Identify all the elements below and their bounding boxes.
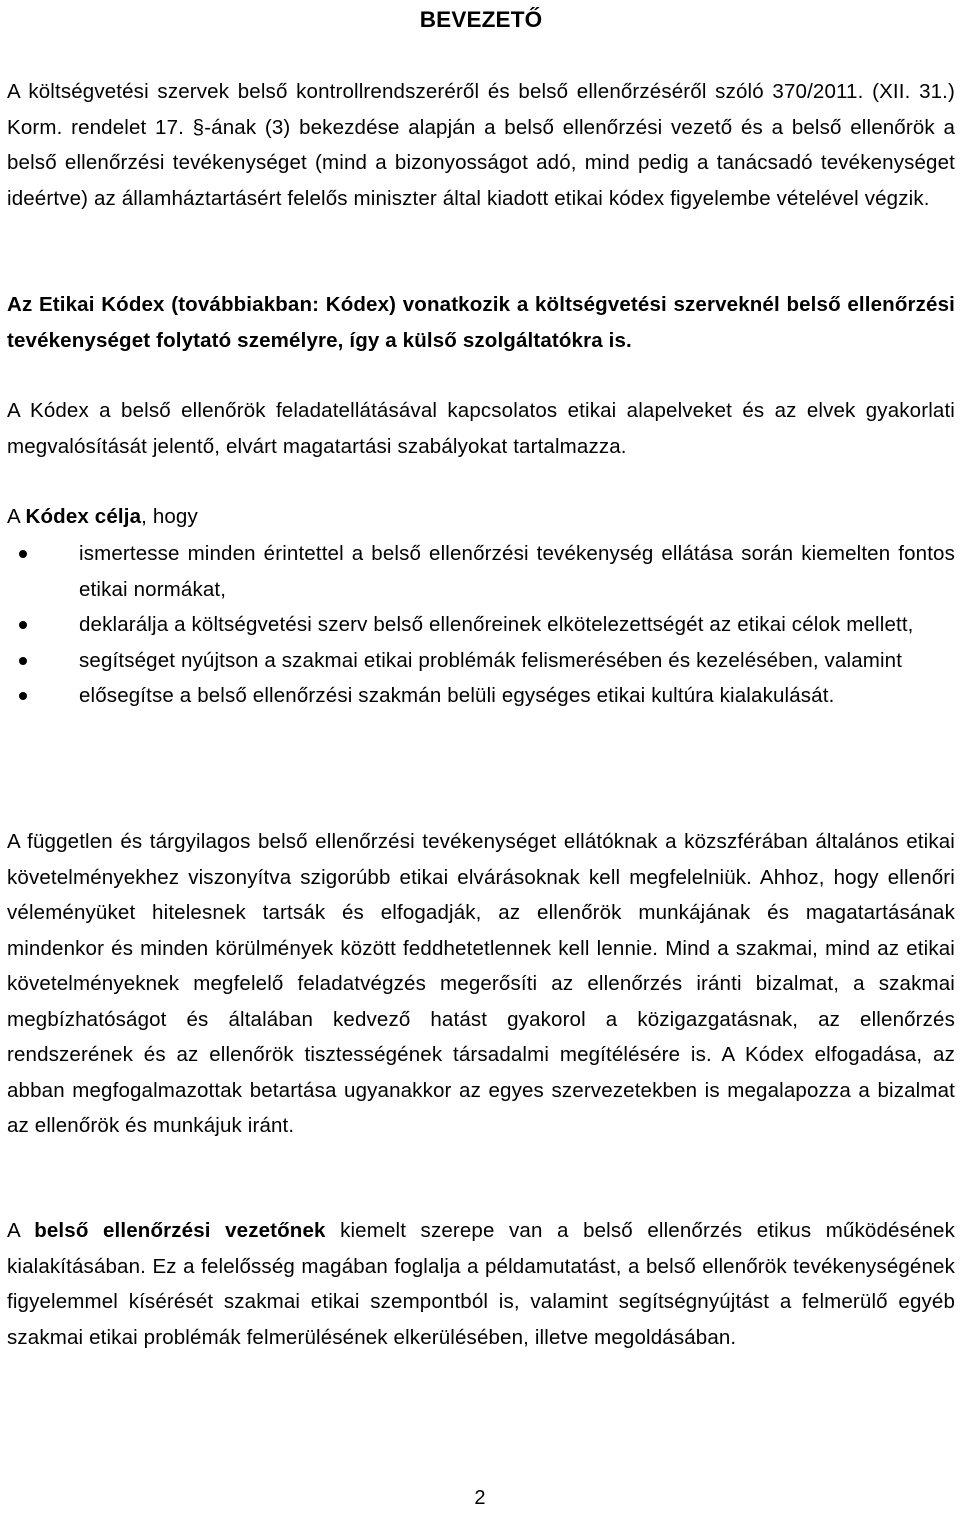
bullet-icon <box>19 550 27 558</box>
leader-role-pre: A <box>7 1219 35 1242</box>
content-paragraph: A Kódex a belső ellenőrök feladatellátásával kapcsolatos etikai alapelveket és az elvek gyakorlati megvalósítását jelentő, elvárt magatartási szabályokat tartalmazza. <box>7 399 955 458</box>
purpose-list <box>7 536 955 714</box>
leader-role-bold: belső ellenőrzési vezetőnek <box>34 1219 326 1242</box>
intro-paragraph: A költségvetési szervek belső kontrollrendszeréről és belső ellenőrzéséről szóló 370/2011. (XII. 31.) Korm. rendelet 17. §-ának (3) bekezdése alapján a belső ellenőrzési vezető és a belső ellenőrök a belső ellenőrzési tevékenységet (mind a bizonyosságot adó, mind pedig a tanácsadó tevékenységet ideértve) az államháztartásért felelős miniszter által kiadott etikai kódex figyelembe vételével végzik. <box>7 80 955 210</box>
scope-paragraph: Az Etikai Kódex (továbbiakban: Kódex) vonatkozik a költségvetési szerveknél belső ellenőrzési tevékenységet folytató személyre, így a külső szolgáltatókra is. <box>7 293 955 352</box>
list-item <box>7 536 955 607</box>
bullet-icon <box>19 657 27 665</box>
list-item-text: deklarálja a költségvetési szerv belső ellenőreinek elkötelezettségét az etikai célok mellett, <box>79 613 914 636</box>
purpose-intro <box>7 499 955 535</box>
list-item <box>7 678 955 714</box>
page-number: 2 <box>474 1487 486 1509</box>
purpose-intro-bold: Kódex célja <box>25 505 142 528</box>
list-item-text: elősegítse a belső ellenőrzési szakmán belüli egységes etikai kultúra kialakulását. <box>79 684 835 707</box>
list-item-text: segítséget nyújtson a szakmai etikai problémák felismerésében és kezelésében, valamint <box>79 648 903 672</box>
bullet-icon <box>19 692 27 700</box>
requirements-paragraph: A független és tárgyilagos belső ellenőrzési tevékenységet ellátóknak a közszférában általános etikai követelményekhez viszonyítva szigorúbb etikai elvárásoknak kell megfelelniük. Ahhoz, hogy ellenőri véleményüket hitelesnek tartsák és elfogadják, az ellenőrök munkájának és magatartásának mindenkor és minden körülmények között feddhetetlennek kell lennie. Mind a szakmai, mind az etikai követelményeknek megfelelő feladatvégzés megerősíti az ellenőrzés iránti bizalmat, a szakmai megbízhatóságot és általában kedvező hatást gyakorol a közigazgatásnak, az ellenőrzés rendszerének és az ellenőrök tisztességének társadalmi megítélésére is. A Kódex elfogadása, az abban megfogalmazottak betartása ugyanakkor az egyes szervezetekben is megalapozza a bizalmat az ellenőrök és munkájuk iránt. <box>7 830 955 1137</box>
purpose-intro-post: , hogy <box>141 505 198 528</box>
leader-role-paragraph <box>7 1213 955 1355</box>
list-item-text: ismertesse minden érintettel a belső ellenőrzési tevékenység ellátása során kiemelten fontos etikai normákat, <box>79 542 955 601</box>
purpose-intro-pre: A <box>7 505 26 528</box>
list-item <box>7 607 955 643</box>
leader-role-post: kiemelt szerepe van a belső ellenőrzés etikus működésének kialakításában. Ez a felelősség magában foglalja a példamutatást, a belső ellenőrök tevékenységének figyelemmel kísérését szakmai etikai szempontból is, valamint segítségnyújtást a felmerülő egyéb szakmai etikai problémák felmerülésének elkerülésében, illetve megoldásában. <box>7 1219 956 1349</box>
list-item <box>7 643 955 679</box>
bullet-icon <box>19 621 27 629</box>
page-title: BEVEZETŐ <box>419 7 543 32</box>
